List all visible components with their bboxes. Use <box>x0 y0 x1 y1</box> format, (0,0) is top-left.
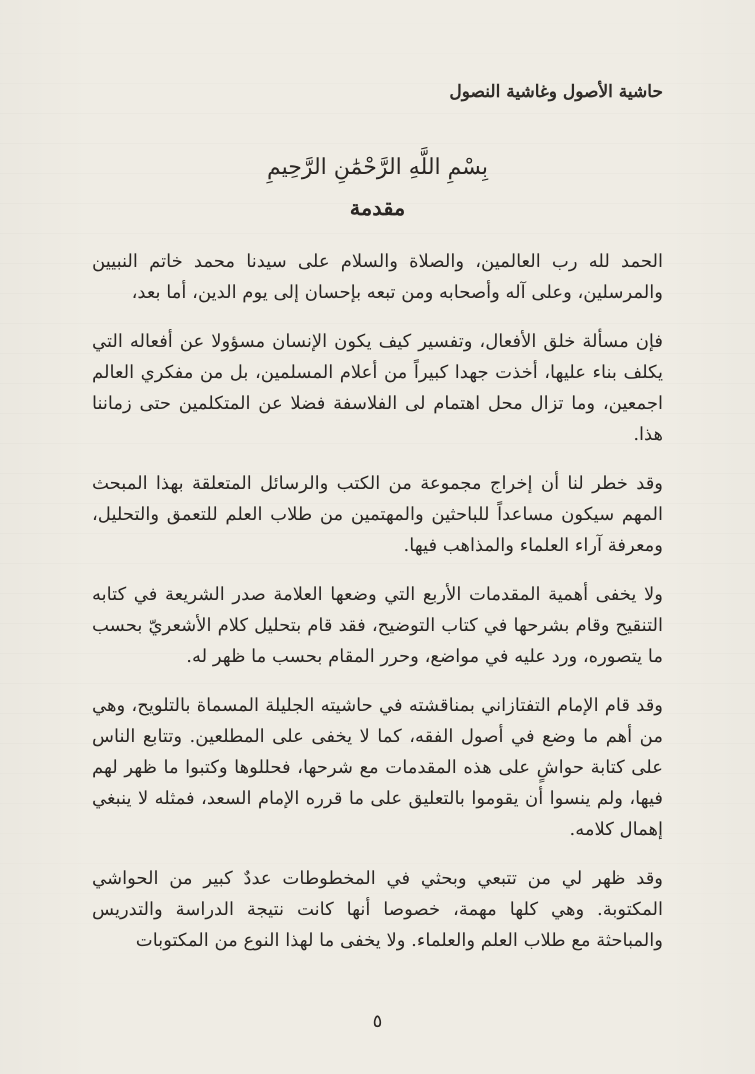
paragraph: ولا يخفى أهمية المقدمات الأربع التي وضعها العلامة صدر الشريعة في كتابه التنقيح وقام بشرحها في كتاب التوضيح، فقد قام بتحليل كلام الأشعريّ بحسب ما يتصوره، ورد عليه في مواضع، وحرر المقام بحسب ما ظهر له. <box>92 584 663 667</box>
paragraph: وقد قام الإمام التفتازاني بمناقشته في حاشيته الجليلة المسماة بالتلويح، وهي من أهم ما وضع في أصول الفقه، كما لا يخفى على المطلعين. وتتابع الناس على كتابة حواشٍ على هذه المقدمات مع شرحها، فحللوها وكتبوا ما ظهر لهم فيها، ولم ينسوا أن يقوموا بالتعليق على ما قرره الإمام السعد، فمثله لا ينبغي إهمال كلامه. <box>92 695 663 840</box>
paragraph: الحمد لله رب العالمين، والصلاة والسلام على سيدنا محمد خاتم النبيين والمرسلين، وعلى آله وأصحابه ومن تبعه بإحسان إلى يوم الدين، أما بعد، <box>92 251 663 303</box>
running-header: حاشية الأصول وغاشية النصول <box>449 82 663 102</box>
page-title: مقدمة <box>349 195 406 220</box>
paragraph: وقد ظهر لي من تتبعي وبحثي في المخطوطات عددٌ كبير من الحواشي المكتوبة. وهي كلها مهمة، خصوصا أنها كانت نتيجة الدراسة والتدريس والمباحثة مع طلاب العلم والعلماء. ولا يخفى ما لهذا النوع من المكتوبات <box>92 868 663 951</box>
page-number: ٥ <box>372 1011 383 1032</box>
paragraph: وقد خطر لنا أن إخراج مجموعة من الكتب والرسائل المتعلقة بهذا المبحث المهم سيكون مساعداً للباحثين والمهتمين من طلاب العلم للتعمق والتحليل، ومعرفة آراء العلماء والمذاهب فيها. <box>92 473 663 556</box>
basmala: بِسْمِ اللَّهِ الرَّحْمَٰنِ الرَّحِيمِ <box>266 155 489 180</box>
paragraph: فإن مسألة خلق الأفعال، وتفسير كيف يكون الإنسان مسؤولا عن أفعاله التي يكلف بناء عليها، أخذت جهدا كبيراً من أعلام المسلمين، بل من مفكري العالم اجمعين، وما تزال محل اهتمام لى الفلاسفة فضلا عن المتكلمين حتى زماننا هذا. <box>92 331 663 445</box>
body-text <box>92 246 663 956</box>
